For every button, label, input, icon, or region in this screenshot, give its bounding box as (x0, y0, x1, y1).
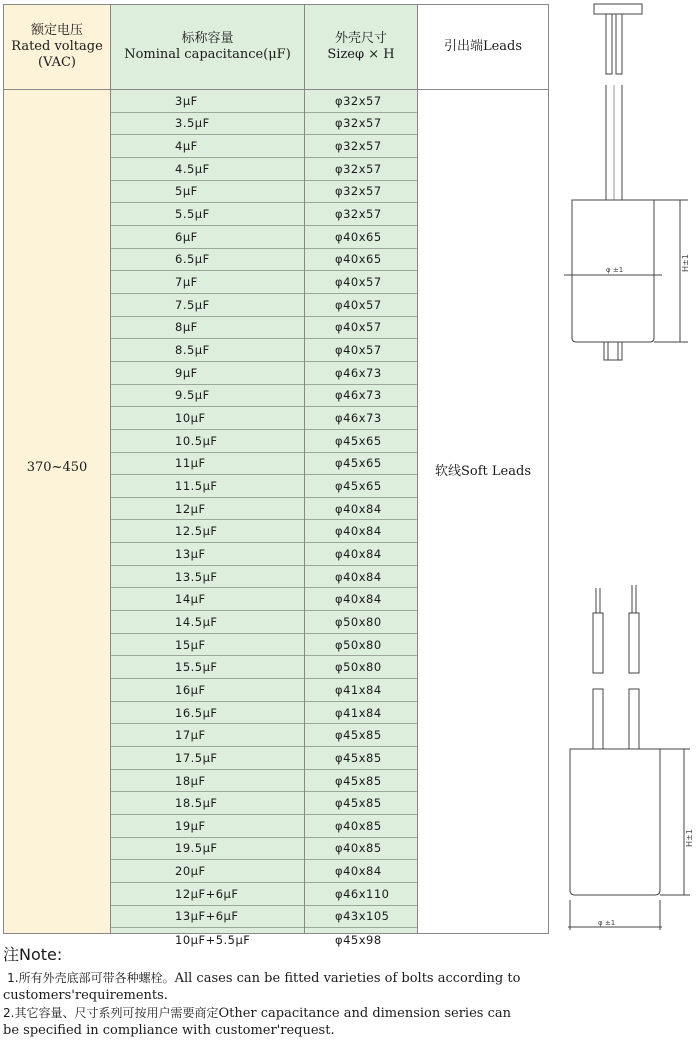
note-2-en: Other capacitance and dimension series can be specified in compliance with customer'request. (3, 1005, 511, 1038)
size-cell (305, 860, 417, 883)
size-header-cn: 外壳尺寸 (334, 31, 387, 46)
capacitance-value: 5μF (175, 184, 198, 199)
capacitance-cell (111, 249, 304, 272)
capacitance-cell (111, 588, 304, 611)
size-value: φ45x85 (335, 796, 382, 811)
size-value: φ40x84 (335, 569, 382, 584)
size-column (304, 4, 418, 947)
capacitance-value: 8μF (175, 320, 198, 335)
capacitance-value: 16μF (175, 682, 206, 697)
size-value: φ40x84 (335, 546, 382, 561)
capacitance-value: 16.5μF (175, 705, 218, 720)
size-value: φ40x84 (335, 864, 382, 879)
capacitance-value: 4μF (175, 139, 198, 154)
leads-value-cn: 软线 (435, 464, 462, 479)
diameter-label-2: φ ±1 (598, 919, 616, 927)
note-1-cn: 1.所有外壳底部可带各种螺栓。 (7, 970, 175, 985)
voltage-column (3, 4, 111, 934)
size-value: φ46x110 (335, 886, 390, 901)
size-cell (305, 611, 417, 634)
capacitance-cell (111, 475, 304, 498)
size-cell (305, 520, 417, 543)
size-cell (305, 883, 417, 906)
capacitance-value: 10μF+5.5μF (175, 932, 251, 947)
capacitance-cell (111, 770, 304, 793)
capacitance-cell (111, 815, 304, 838)
size-cell (305, 407, 417, 430)
size-value: φ32x57 (335, 161, 382, 176)
capacitance-value: 11μF (175, 456, 206, 471)
capacitance-value: 18.5μF (175, 796, 218, 811)
capacitance-cell (111, 317, 304, 340)
capacitance-value: 10μF (175, 411, 206, 426)
capacitance-cell (111, 362, 304, 385)
capacitance-cell (111, 226, 304, 249)
capacitance-cell (111, 520, 304, 543)
capacitance-value: 7.5μF (175, 297, 210, 312)
capacitance-header (111, 5, 304, 89)
height-label-1: H±1 (681, 254, 690, 272)
size-value: φ40x85 (335, 818, 382, 833)
capacitance-cell (111, 271, 304, 294)
size-header-en: Sizeφ × H (327, 47, 395, 62)
capacitance-value: 20μF (175, 864, 206, 879)
capacitance-header-cn: 标称容量 (181, 31, 234, 46)
size-value: φ50x80 (335, 614, 382, 629)
voltage-value: 370~450 (26, 460, 88, 475)
notes-section (3, 946, 523, 1040)
capacitance-cell (111, 906, 304, 929)
capacitance-rows (111, 90, 304, 951)
size-value: φ46x73 (335, 365, 382, 380)
capacitance-value: 9μF (175, 365, 198, 380)
capacitance-cell (111, 747, 304, 770)
capacitance-value: 12μF (175, 501, 206, 516)
capacitance-value: 14.5μF (175, 614, 218, 629)
capacitance-column (111, 4, 304, 947)
note-1 (3, 970, 523, 1005)
size-cell (305, 588, 417, 611)
leads-header (418, 5, 548, 89)
size-rows (305, 90, 417, 951)
size-cell (305, 475, 417, 498)
size-cell (305, 679, 417, 702)
capacitance-cell (111, 566, 304, 589)
size-value: φ32x57 (335, 184, 382, 199)
size-cell (305, 135, 417, 158)
size-cell (305, 226, 417, 249)
size-cell (305, 792, 417, 815)
size-cell (305, 271, 417, 294)
capacitance-value: 6μF (175, 229, 198, 244)
capacitance-value: 19.5μF (175, 841, 218, 856)
size-value: φ43x105 (335, 909, 390, 924)
capacitance-value: 3.5μF (175, 116, 210, 131)
leads-header-cn: 引出端 (443, 39, 483, 54)
capacitance-value: 19μF (175, 818, 206, 833)
capacitance-cell (111, 702, 304, 725)
size-value: φ40x84 (335, 592, 382, 607)
size-cell (305, 294, 417, 317)
capacitance-value: 15.5μF (175, 660, 218, 675)
size-cell (305, 543, 417, 566)
capacitance-value: 15μF (175, 637, 206, 652)
capacitance-cell (111, 90, 304, 113)
size-cell (305, 181, 417, 204)
size-value: φ50x80 (335, 637, 382, 652)
size-cell (305, 362, 417, 385)
size-cell (305, 203, 417, 226)
spec-table (3, 4, 549, 947)
capacitance-value: 6.5μF (175, 252, 210, 267)
capacitance-value: 11.5μF (175, 478, 218, 493)
size-value: φ45x65 (335, 478, 382, 493)
size-value: φ32x57 (335, 116, 382, 131)
size-cell (305, 453, 417, 476)
size-cell (305, 747, 417, 770)
size-header (305, 5, 417, 89)
capacitance-cell (111, 679, 304, 702)
size-value: φ41x84 (335, 682, 382, 697)
size-cell (305, 249, 417, 272)
leads-column (418, 4, 549, 934)
voltage-header-unit: (VAC) (38, 55, 76, 70)
capacitance-cell (111, 407, 304, 430)
capacitance-cell (111, 339, 304, 362)
capacitance-cell (111, 634, 304, 657)
capacitance-value: 18μF (175, 773, 206, 788)
capacitance-cell (111, 611, 304, 634)
leads-value (418, 460, 548, 479)
size-value: φ40x84 (335, 524, 382, 539)
capacitance-value: 7μF (175, 275, 198, 290)
size-value: φ40x57 (335, 297, 382, 312)
size-value: φ41x84 (335, 705, 382, 720)
size-cell (305, 815, 417, 838)
capacitance-value: 13.5μF (175, 569, 218, 584)
size-value: φ32x57 (335, 139, 382, 154)
size-value: φ45x85 (335, 750, 382, 765)
size-value: φ40x57 (335, 320, 382, 335)
capacitance-value: 9.5μF (175, 388, 210, 403)
size-cell (305, 724, 417, 747)
capacitance-cell (111, 113, 304, 136)
size-cell (305, 656, 417, 679)
capacitance-cell (111, 498, 304, 521)
capacitance-value: 14μF (175, 592, 206, 607)
diameter-label-1: φ ±1 (606, 266, 624, 274)
size-cell (305, 702, 417, 725)
size-value: φ45x98 (335, 932, 382, 947)
capacitance-cell (111, 792, 304, 815)
capacitance-cell (111, 724, 304, 747)
size-value: φ40x57 (335, 343, 382, 358)
size-cell (305, 339, 417, 362)
capacitance-cell (111, 181, 304, 204)
capacitor-diagram-bottom (560, 585, 699, 935)
note-1-en: All cases can be fitted varieties of bolts according to customers'requirements. (3, 970, 521, 1003)
size-value: φ45x85 (335, 773, 382, 788)
capacitance-cell (111, 453, 304, 476)
size-cell (305, 90, 417, 113)
capacitor-diagram-top (560, 0, 699, 365)
size-value: φ32x57 (335, 93, 382, 108)
size-value: φ46x73 (335, 388, 382, 403)
note-2 (3, 1005, 523, 1040)
size-value: φ40x65 (335, 229, 382, 244)
capacitance-cell (111, 883, 304, 906)
size-value: φ45x65 (335, 433, 382, 448)
capacitance-cell (111, 294, 304, 317)
capacitance-header-en: Nominal capacitance(μF) (124, 47, 291, 62)
capacitance-value: 4.5μF (175, 161, 210, 176)
leads-value-en: Soft Leads (461, 464, 531, 479)
notes-title: 注Note: (3, 945, 63, 964)
size-cell (305, 385, 417, 408)
capacitance-value: 3μF (175, 93, 198, 108)
size-value: φ40x85 (335, 841, 382, 856)
voltage-header (4, 5, 110, 89)
voltage-header-cn: 额定电压 (30, 23, 83, 38)
capacitance-value: 17.5μF (175, 750, 218, 765)
size-cell (305, 838, 417, 861)
capacitance-value: 10.5μF (175, 433, 218, 448)
capacitance-cell (111, 543, 304, 566)
capacitance-value: 13μF+6μF (175, 909, 239, 924)
size-value: φ45x85 (335, 728, 382, 743)
capacitance-value: 13μF (175, 546, 206, 561)
size-cell (305, 317, 417, 340)
size-cell (305, 906, 417, 929)
capacitance-cell (111, 430, 304, 453)
size-value: φ40x57 (335, 275, 382, 290)
size-cell (305, 113, 417, 136)
size-value: φ32x57 (335, 207, 382, 222)
size-cell (305, 566, 417, 589)
size-cell (305, 498, 417, 521)
size-cell (305, 770, 417, 793)
size-value: φ46x73 (335, 411, 382, 426)
capacitance-value: 8.5μF (175, 343, 210, 358)
size-value: φ40x65 (335, 252, 382, 267)
capacitance-cell (111, 158, 304, 181)
capacitance-cell (111, 860, 304, 883)
size-value: φ40x84 (335, 501, 382, 516)
size-cell (305, 430, 417, 453)
voltage-header-en: Rated voltage (11, 39, 103, 54)
leads-header-en: Leads (482, 39, 523, 54)
capacitance-cell (111, 385, 304, 408)
capacitance-cell (111, 203, 304, 226)
size-cell (305, 158, 417, 181)
capacitance-value: 5.5μF (175, 207, 210, 222)
size-value: φ45x65 (335, 456, 382, 471)
size-cell (305, 634, 417, 657)
note-2-cn: 2.其它容量、尺寸系列可按用户需要商定 (3, 1005, 219, 1020)
capacitance-cell (111, 838, 304, 861)
capacitance-value: 12μF+6μF (175, 886, 239, 901)
capacitance-cell (111, 656, 304, 679)
capacitance-cell (111, 135, 304, 158)
height-label-2: H±1 (685, 829, 694, 847)
capacitance-value: 17μF (175, 728, 206, 743)
size-value: φ50x80 (335, 660, 382, 675)
capacitance-value: 12.5μF (175, 524, 218, 539)
